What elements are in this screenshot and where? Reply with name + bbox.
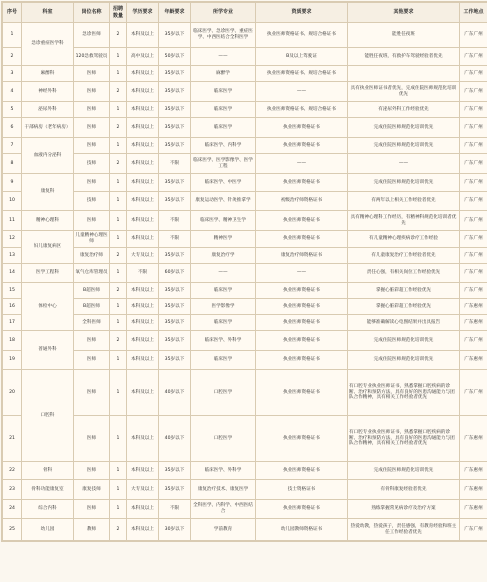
- row-age: 35岁以下: [159, 102, 191, 118]
- row-count: 2: [110, 248, 127, 264]
- row-count: 1: [110, 48, 127, 66]
- col-header-age: 年龄要求: [159, 3, 191, 23]
- row-other: 能够准确解读心电图结果并出具报告: [348, 315, 460, 331]
- row-age: 35岁以下: [159, 66, 191, 82]
- row-location: 广东广州: [460, 48, 487, 66]
- row-age: 不限: [159, 500, 191, 519]
- row-other: [348, 66, 460, 82]
- row-location: 广东惠州: [460, 299, 487, 315]
- table-row: [3, 264, 487, 283]
- row-position: 技师: [74, 192, 110, 211]
- row-location: 广东广州: [460, 154, 487, 174]
- row-education: 本科及以上: [127, 154, 159, 174]
- row-other: 热爱幼教，热爱孩子，责任感强，有教育经验和班主任工作经验者优先: [348, 519, 460, 541]
- table-row: [3, 231, 487, 248]
- col-header-qualification: 资质要求: [256, 3, 348, 23]
- row-location: 广东广州: [460, 519, 487, 541]
- row-other: 完成住院医师规范化培训优先: [348, 174, 460, 192]
- row-major: 康复运动医学、针灸推拿学: [191, 192, 256, 211]
- row-major: 临床医学、内科学: [191, 138, 256, 154]
- row-education: 本科及以上: [127, 66, 159, 82]
- header-row: [3, 3, 487, 23]
- row-education: 本科及以上: [127, 102, 159, 118]
- row-age: 35岁以下: [159, 138, 191, 154]
- row-major: 麻醉学: [191, 66, 256, 82]
- table-row: [3, 519, 487, 541]
- row-position: B超医师: [74, 283, 110, 299]
- row-position: 医师: [74, 102, 110, 118]
- row-education: 高中及以上: [127, 48, 159, 66]
- row-index: 17: [3, 315, 22, 331]
- row-department: 普通外科: [22, 331, 74, 370]
- row-count: 1: [110, 500, 127, 519]
- row-qualification: ——: [256, 264, 348, 283]
- table-row: [3, 154, 487, 174]
- row-position: 技师: [74, 154, 110, 174]
- row-education: 本科及以上: [127, 462, 159, 480]
- row-other: 有口腔专业执业医师证书，熟悉掌握口腔疾病的诊断、治疗和预防方法，具有良好的医患沟通能力与团队合作精神，具有相关工作经验者优先: [348, 370, 460, 416]
- row-location: 广东广州: [460, 66, 487, 82]
- row-department: 麻醉科: [22, 66, 74, 82]
- row-education: 本科及以上: [127, 519, 159, 541]
- row-qualification: 执业医师资格证书、规培合格证书: [256, 66, 348, 82]
- row-department: 幼儿园: [22, 519, 74, 541]
- row-other: 完成住院医师规范化培训优先: [348, 462, 460, 480]
- row-index: 7: [3, 138, 22, 154]
- row-education: 本科及以上: [127, 82, 159, 102]
- row-other: 完成住院医师规范化培训优先: [348, 331, 460, 351]
- row-department: 血液内分泌科: [22, 138, 74, 174]
- row-other: 完成住院医师规范化培训优先: [348, 351, 460, 370]
- table-row: [3, 500, 487, 519]
- table-row: [3, 66, 487, 82]
- row-count: 1: [110, 264, 127, 283]
- row-department: 口腔科: [22, 370, 74, 462]
- row-index: 14: [3, 264, 22, 283]
- row-position: 康复治疗师: [74, 248, 110, 264]
- row-count: 1: [110, 462, 127, 480]
- row-count: 1: [110, 299, 127, 315]
- row-education: 大专及以上: [127, 248, 159, 264]
- row-position: 医师: [74, 138, 110, 154]
- row-qualification: 执业医师资格证书: [256, 370, 348, 416]
- row-education: 本科及以上: [127, 351, 159, 370]
- row-age: 35岁以下: [159, 283, 191, 299]
- row-location: 广东广州: [460, 264, 487, 283]
- row-position: 急诊医师: [74, 23, 110, 48]
- row-location: 广东惠州: [460, 480, 487, 500]
- table-row: [3, 299, 487, 315]
- row-index: 11: [3, 211, 22, 231]
- recruitment-table-sheet: [1, 1, 487, 542]
- row-department: 骨科功能康复室: [22, 480, 74, 500]
- row-major: 精神医学: [191, 231, 256, 248]
- row-index: 22: [3, 462, 22, 480]
- row-location: 广东广州: [460, 102, 487, 118]
- row-major: 临床医学、外科学: [191, 462, 256, 480]
- table-row: [3, 315, 487, 331]
- row-major: 临床医学: [191, 351, 256, 370]
- row-other: 能胜任夜班，有救护车驾驶经验者优先: [348, 48, 460, 66]
- row-major: 口腔医学: [191, 416, 256, 462]
- row-index: 5: [3, 102, 22, 118]
- table-row: [3, 351, 487, 370]
- row-age: 35岁以下: [159, 351, 191, 370]
- row-count: 2: [110, 23, 127, 48]
- row-education: 本科及以上: [127, 192, 159, 211]
- row-location: 广东广州: [460, 370, 487, 416]
- row-age: 35岁以下: [159, 248, 191, 264]
- row-age: 不限: [159, 211, 191, 231]
- row-other: 有儿童精神心理疾病诊疗工作经验: [348, 231, 460, 248]
- row-department: 综合内科: [22, 500, 74, 519]
- row-age: 35岁以下: [159, 23, 191, 48]
- row-location: 广东广州: [460, 138, 487, 154]
- row-other: 完成住院医师规范化培训优先: [348, 118, 460, 138]
- table-row: [3, 174, 487, 192]
- row-qualification: 幼儿园教师资格证书: [256, 519, 348, 541]
- table-row: [3, 23, 487, 48]
- row-other: 具有执业医师证书者优先，完成住院医师规范化培训优先: [348, 82, 460, 102]
- row-education: 本科及以上: [127, 299, 159, 315]
- row-index: 15: [3, 283, 22, 299]
- row-other: 掌握心脏彩超工作经验优先: [348, 299, 460, 315]
- row-education: 本科及以上: [127, 370, 159, 416]
- row-qualification: 初级治疗师资格证书: [256, 192, 348, 211]
- row-major: ——: [191, 264, 256, 283]
- row-education: 本科及以上: [127, 500, 159, 519]
- row-department: 康复科: [22, 174, 74, 211]
- row-other: ——: [348, 154, 460, 174]
- row-count: 1: [110, 370, 127, 416]
- row-index: 3: [3, 66, 22, 82]
- row-location: 广东广州: [460, 118, 487, 138]
- row-major: 临床医学: [191, 283, 256, 299]
- row-qualification: B及以上驾驶证: [256, 48, 348, 66]
- row-location: 广东广州: [460, 174, 487, 192]
- row-position: B超医师: [74, 299, 110, 315]
- row-index: 20: [3, 370, 22, 416]
- row-count: 2: [110, 283, 127, 299]
- row-qualification: 执业医师资格证书、规培合格证书: [256, 23, 348, 48]
- table-row: [3, 102, 487, 118]
- table-row: [3, 48, 487, 66]
- row-index: 9: [3, 174, 22, 192]
- row-qualification: 执业医师资格证书: [256, 174, 348, 192]
- col-header-index: 序号: [3, 3, 22, 23]
- row-education: 本科及以上: [127, 231, 159, 248]
- col-header-education: 学历要求: [127, 3, 159, 23]
- row-index: 1: [3, 23, 22, 48]
- row-index: 18: [3, 331, 22, 351]
- row-major: 临床医学、精神卫生学: [191, 211, 256, 231]
- row-department: 急诊重症医学科: [22, 23, 74, 66]
- row-qualification: 康复治疗师资格证书: [256, 248, 348, 264]
- row-department: 神经外科: [22, 82, 74, 102]
- col-header-department: 科室: [22, 3, 74, 23]
- row-position: 氧气仓库管理员: [74, 264, 110, 283]
- row-age: 35岁以下: [159, 315, 191, 331]
- row-education: 本科及以上: [127, 174, 159, 192]
- row-position: 医师: [74, 370, 110, 416]
- row-position: 医师: [74, 211, 110, 231]
- row-position: 医师: [74, 66, 110, 82]
- row-index: 13: [3, 248, 22, 264]
- row-location: 广东广州: [460, 283, 487, 299]
- row-qualification: ——: [256, 82, 348, 102]
- row-department: 妇儿康复病区: [22, 231, 74, 264]
- row-qualification: 执业医师资格证书: [256, 351, 348, 370]
- col-header-other: 其他要求: [348, 3, 460, 23]
- row-position: 医师: [74, 174, 110, 192]
- row-major: 临床医学: [191, 102, 256, 118]
- table-row: [3, 283, 487, 299]
- row-department: 精神心理科: [22, 211, 74, 231]
- row-location: 广东广州: [460, 248, 487, 264]
- row-index: 23: [3, 480, 22, 500]
- table-row: [3, 192, 487, 211]
- row-age: 35岁以下: [159, 331, 191, 351]
- row-count: 1: [110, 102, 127, 118]
- table-row: [3, 370, 487, 416]
- row-major: 医学影像学: [191, 299, 256, 315]
- row-major: 康复治疗技术、康复医学: [191, 480, 256, 500]
- row-major: 临床医学、外科学: [191, 331, 256, 351]
- row-major: 临床医学: [191, 82, 256, 102]
- row-count: 1: [110, 211, 127, 231]
- row-age: 不限: [159, 231, 191, 248]
- row-qualification: 执业医师资格证书: [256, 283, 348, 299]
- row-qualification: ——: [256, 154, 348, 174]
- row-major: ——: [191, 48, 256, 66]
- row-qualification: 执业医师资格证书: [256, 331, 348, 351]
- row-position: 医师: [74, 500, 110, 519]
- row-age: 35岁以下: [159, 174, 191, 192]
- row-qualification: 执业医师资格证书: [256, 500, 348, 519]
- row-location: 广东惠州: [460, 462, 487, 480]
- row-location: 广东广州: [460, 192, 487, 211]
- row-position: 医师: [74, 351, 110, 370]
- row-age: 35岁以下: [159, 118, 191, 138]
- col-header-major: 所学专业: [191, 3, 256, 23]
- row-age: 40岁以下: [159, 416, 191, 462]
- row-count: 1: [110, 351, 127, 370]
- row-major: 临床医学: [191, 118, 256, 138]
- row-qualification: 执业医师资格证书: [256, 299, 348, 315]
- row-count: 1: [110, 138, 127, 154]
- row-location: 广东广州: [460, 331, 487, 351]
- row-index: 25: [3, 519, 22, 541]
- row-count: 1: [110, 315, 127, 331]
- row-age: 50岁以下: [159, 48, 191, 66]
- row-education: 本科及以上: [127, 211, 159, 231]
- row-count: 1: [110, 174, 127, 192]
- row-qualification: 执业医师资格证书: [256, 138, 348, 154]
- row-age: 40岁以下: [159, 370, 191, 416]
- recruitment-table: [2, 2, 487, 541]
- row-major: 临床医学、中医学: [191, 174, 256, 192]
- row-location: 广东广州: [460, 23, 487, 48]
- row-count: 1: [110, 192, 127, 211]
- row-position: 医师: [74, 462, 110, 480]
- row-age: 35岁以下: [159, 480, 191, 500]
- row-education: 本科及以上: [127, 315, 159, 331]
- row-qualification: 技士资格证书: [256, 480, 348, 500]
- row-count: 2: [110, 519, 127, 541]
- row-other: 有骨科康复经验者优先: [348, 480, 460, 500]
- row-location: 广东惠州: [460, 416, 487, 462]
- row-qualification: 执业医师资格证书: [256, 231, 348, 248]
- row-age: 60岁以下: [159, 264, 191, 283]
- col-header-count: 招聘 数量: [110, 3, 127, 23]
- row-qualification: 执业医师资格证书: [256, 211, 348, 231]
- row-count: 1: [110, 480, 127, 500]
- row-position: 医师: [74, 118, 110, 138]
- row-education: 本科及以上: [127, 138, 159, 154]
- row-location: 广东惠州: [460, 351, 487, 370]
- row-education: 本科及以上: [127, 118, 159, 138]
- row-count: 1: [110, 231, 127, 248]
- row-age: 不限: [159, 154, 191, 174]
- row-department: 干部病房（老年病房）: [22, 118, 74, 138]
- row-location: 广东惠州: [460, 500, 487, 519]
- row-index: 2: [3, 48, 22, 66]
- row-other: 掌握心脏彩超工作经验优先: [348, 283, 460, 299]
- row-education: 大专及以上: [127, 480, 159, 500]
- row-department: 泌尿外科: [22, 102, 74, 118]
- row-age: 35岁以下: [159, 462, 191, 480]
- row-index: 24: [3, 500, 22, 519]
- row-qualification: 执业医师资格证书: [256, 416, 348, 462]
- row-count: 1: [110, 66, 127, 82]
- row-position: 120急救驾驶员: [74, 48, 110, 66]
- row-other: 责任心强，有相关岗位工作经验优先: [348, 264, 460, 283]
- row-education: 本科及以上: [127, 331, 159, 351]
- row-index: 6: [3, 118, 22, 138]
- row-age: 35岁以下: [159, 82, 191, 102]
- row-qualification: 执业医师资格证书: [256, 118, 348, 138]
- row-major: 学前教育: [191, 519, 256, 541]
- row-department: 体检中心: [22, 283, 74, 331]
- row-other: 熟练掌握常见病诊疗及治疗方案: [348, 500, 460, 519]
- row-other: 完成住院医师规范化培训优先: [348, 138, 460, 154]
- row-index: 4: [3, 82, 22, 102]
- row-position: 医师: [74, 82, 110, 102]
- table-row: [3, 211, 487, 231]
- row-education: 本科及以上: [127, 416, 159, 462]
- row-other: 有儿童康复治疗工作经验者优先: [348, 248, 460, 264]
- row-other: 具有精神心理科工作经历，有精神科规范化培训者优先: [348, 211, 460, 231]
- table-row: [3, 416, 487, 462]
- col-header-location: 工作地点: [460, 3, 487, 23]
- row-count: 1: [110, 416, 127, 462]
- row-count: 2: [110, 154, 127, 174]
- row-position: 儿童精神心理医师: [74, 231, 110, 248]
- row-other: 有两年以上相关工作经验者优先: [348, 192, 460, 211]
- row-index: 19: [3, 351, 22, 370]
- row-location: 广东广州: [460, 211, 487, 231]
- row-other: 有泌尿外科工作经验优先: [348, 102, 460, 118]
- row-location: 广东惠州: [460, 315, 487, 331]
- row-major: 口腔医学: [191, 370, 256, 416]
- row-age: 30岁以下: [159, 519, 191, 541]
- row-age: 35岁以下: [159, 299, 191, 315]
- row-location: 广东广州: [460, 82, 487, 102]
- row-major: 临床医学、医学影像学、医学工程: [191, 154, 256, 174]
- row-location: 广东广州: [460, 231, 487, 248]
- row-department: 医学工程科: [22, 264, 74, 283]
- table-row: [3, 248, 487, 264]
- row-qualification: 执业医师资格证书: [256, 315, 348, 331]
- row-index: 16: [3, 299, 22, 315]
- table-row: [3, 138, 487, 154]
- row-position: 全科医师: [74, 315, 110, 331]
- row-other: 有口腔专业执业医师证书，熟悉掌握口腔疾病的诊断、治疗和预防方法，具有良好的医患沟通能力与团队合作精神，具有相关工作经验者优先: [348, 416, 460, 462]
- row-education: 不限: [127, 264, 159, 283]
- row-count: 2: [110, 118, 127, 138]
- row-count: 2: [110, 82, 127, 102]
- table-row: [3, 480, 487, 500]
- row-position: 医师: [74, 416, 110, 462]
- row-major: 全科医学、内科学、中西医结合: [191, 500, 256, 519]
- row-qualification: 执业医师资格证书: [256, 462, 348, 480]
- row-department: 骨科: [22, 462, 74, 480]
- row-major: 康复治疗学: [191, 248, 256, 264]
- row-position: 教师: [74, 519, 110, 541]
- table-row: [3, 331, 487, 351]
- col-header-position: 岗位名称: [74, 3, 110, 23]
- row-major: 临床医学、急诊医学、重症医学、中西医结合全科医学: [191, 23, 256, 48]
- row-position: 康复技师: [74, 480, 110, 500]
- row-other: 能胜任夜班: [348, 23, 460, 48]
- row-major: 临床医学: [191, 315, 256, 331]
- row-index: 10: [3, 192, 22, 211]
- row-age: 35岁以下: [159, 192, 191, 211]
- row-index: 12: [3, 231, 22, 248]
- row-qualification: 执业医师资格证书、规培合格证书: [256, 102, 348, 118]
- row-position: 医师: [74, 331, 110, 351]
- table-row: [3, 82, 487, 102]
- row-education: 本科及以上: [127, 283, 159, 299]
- row-count: 2: [110, 331, 127, 351]
- table-row: [3, 462, 487, 480]
- row-index: 21: [3, 416, 22, 462]
- row-education: 本科及以上: [127, 23, 159, 48]
- table-row: [3, 118, 487, 138]
- row-index: 8: [3, 154, 22, 174]
